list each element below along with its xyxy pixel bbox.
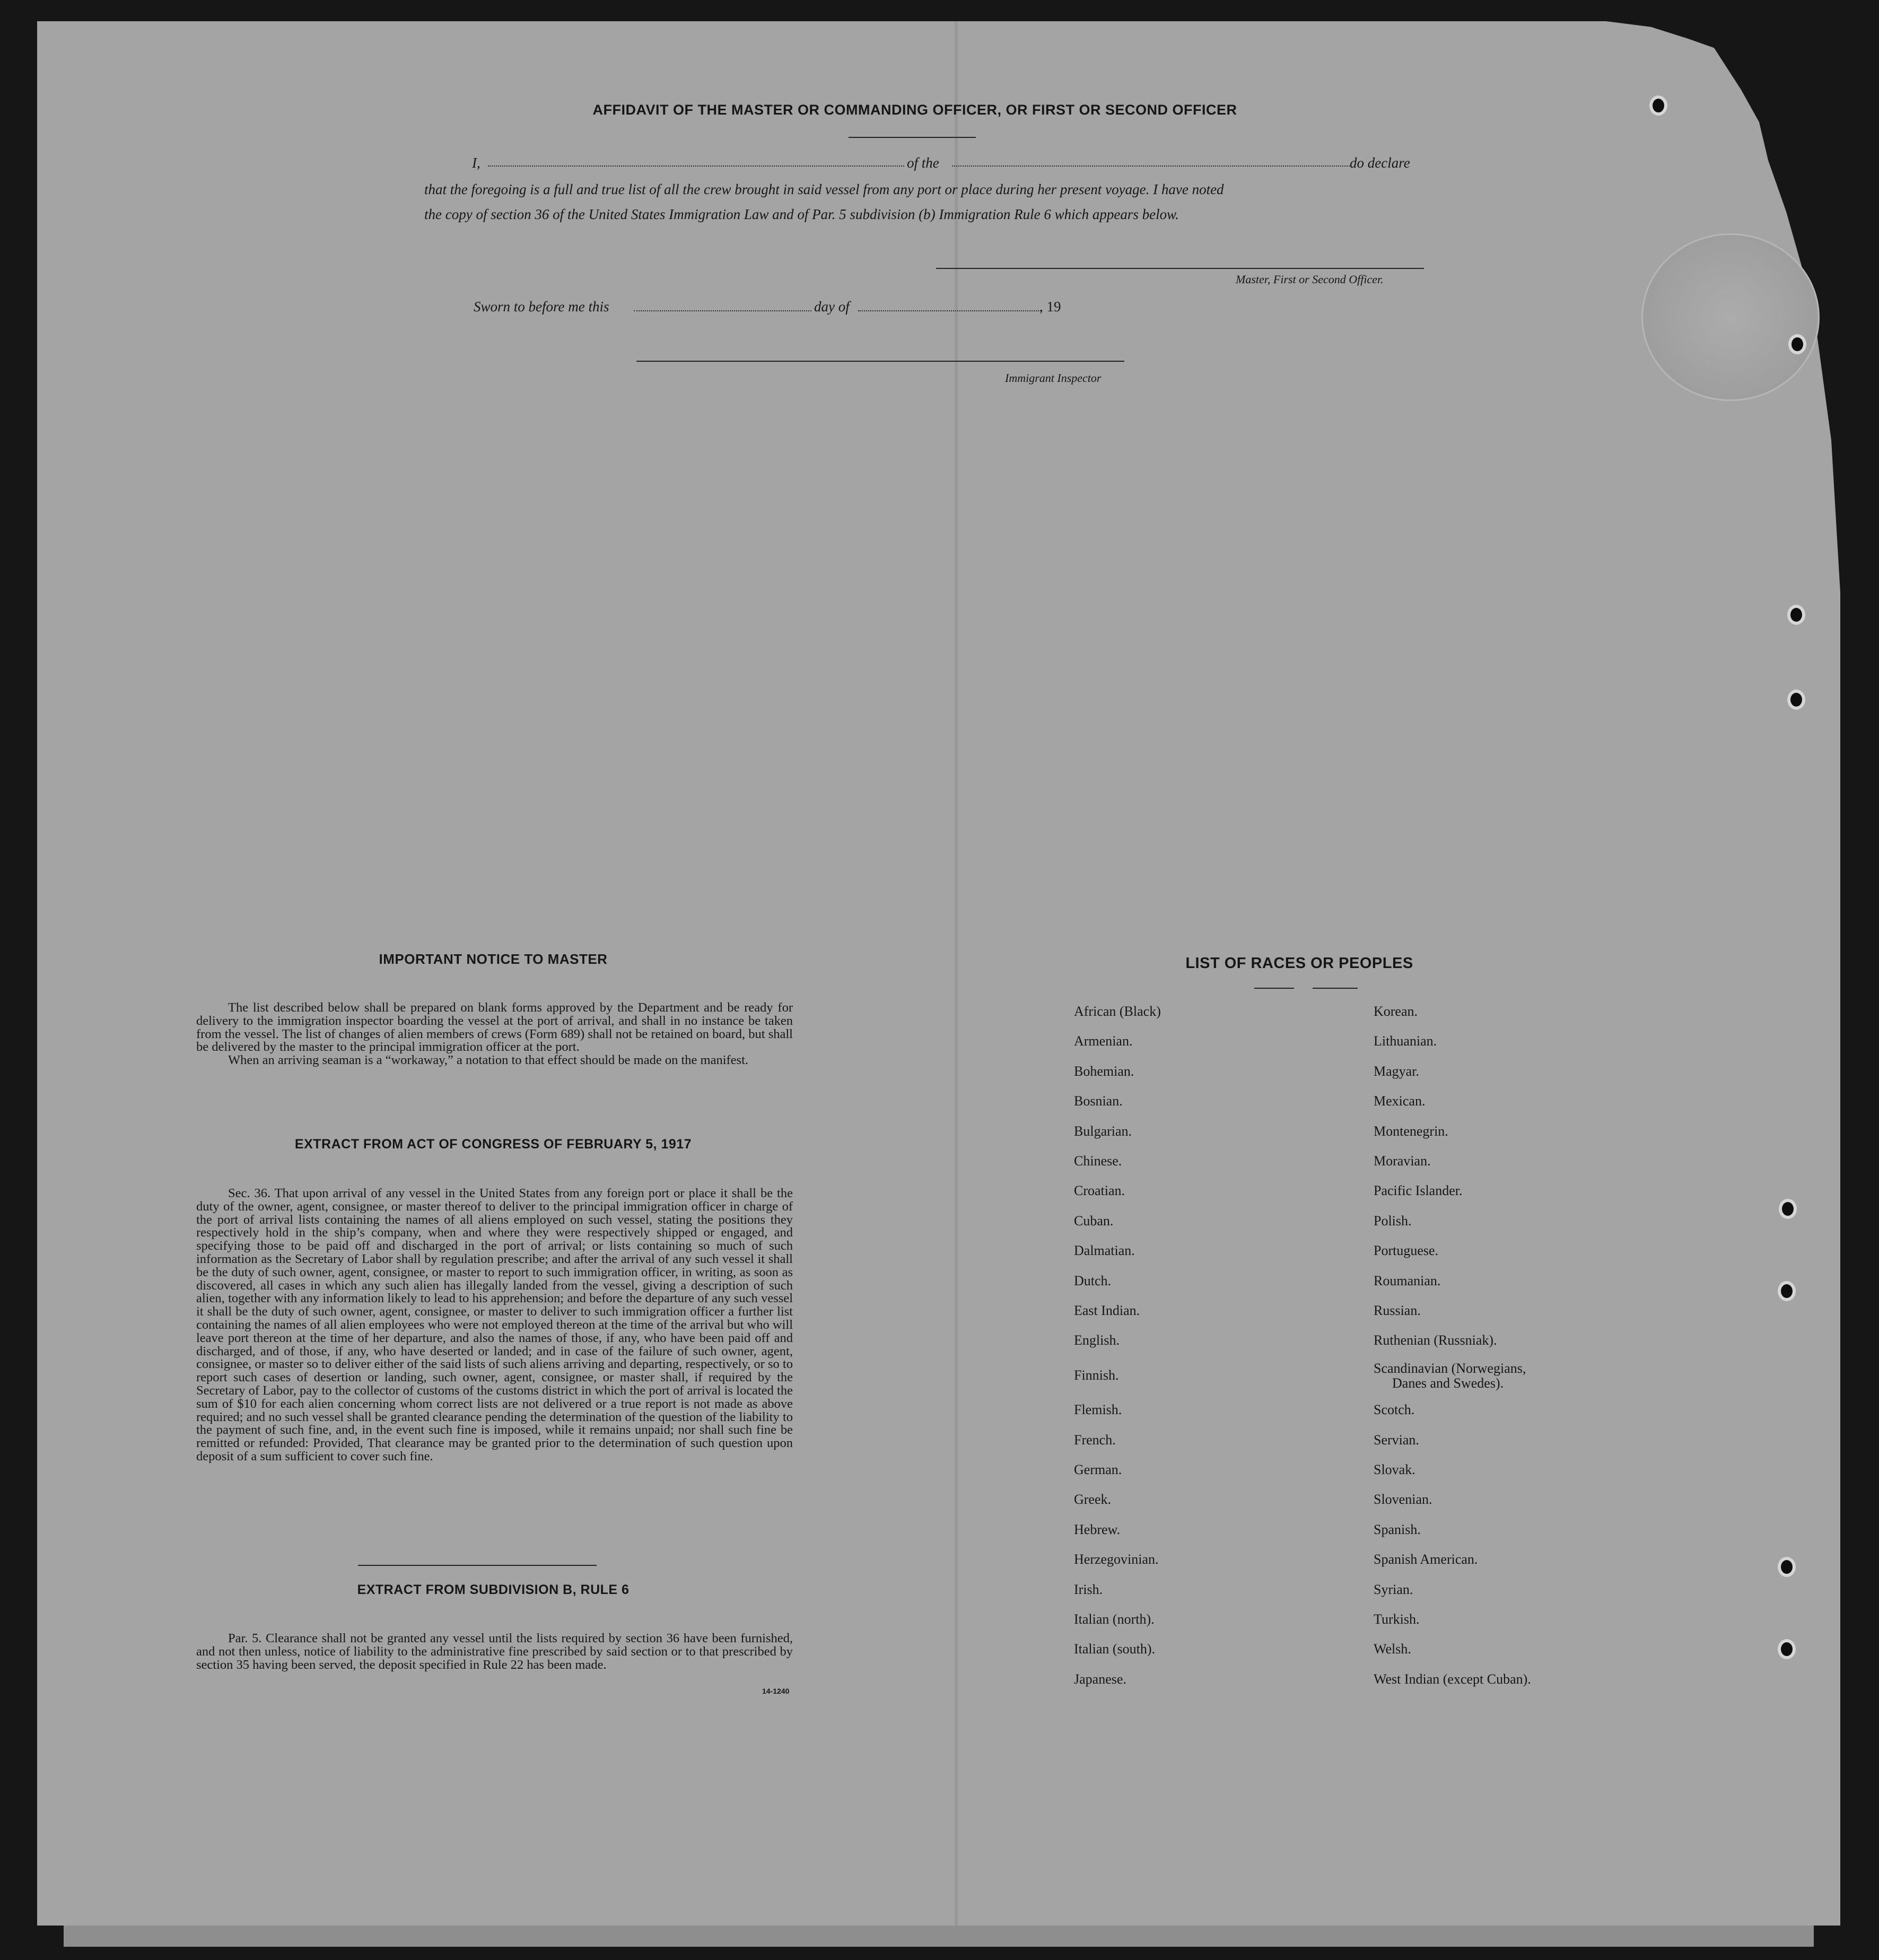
race-item: Portuguese. (1374, 1243, 1439, 1259)
race-item-continued: Danes and Swedes). (1392, 1375, 1504, 1391)
race-item: Bosnian. (1074, 1093, 1123, 1109)
extract-act-text (196, 1187, 793, 1464)
race-item: Italian (south). (1074, 1641, 1156, 1657)
sworn-day-field[interactable] (634, 310, 811, 311)
race-item: Herzegovinian. (1074, 1552, 1159, 1567)
race-item: Servian. (1374, 1432, 1419, 1448)
race-item: Scotch. (1374, 1402, 1415, 1418)
race-item: Scandinavian (Norwegians, (1374, 1360, 1526, 1376)
punch-hole (1649, 95, 1667, 116)
embossed-seal (1641, 233, 1820, 401)
race-item: Korean. (1374, 1004, 1418, 1019)
race-item: Pacific Islander. (1374, 1183, 1463, 1199)
extract-act-title: EXTRACT FROM ACT OF CONGRESS OF FEBRUARY 5, 1917 (294, 1137, 692, 1152)
races-title: LIST OF RACES OR PEOPLES (1185, 955, 1413, 972)
notice-paragraph-1: The list described below shall be prepared on blank forms approved by the Department and be ready for delivery to the immigration inspector boarding the vessel at the port of arrival, and shall in no instance be taken from the vessel. The list of changes of alien members of crews (Form 689) shall not be retained on board, but shall be delivered by the master to the principal immigration officer at the port. (196, 1000, 793, 1055)
sworn-prefix: Sworn to before me this (474, 299, 609, 315)
form-number: 14-1240 (762, 1687, 790, 1695)
race-item: Mexican. (1374, 1093, 1426, 1109)
race-item: Ruthenian (Russniak). (1374, 1332, 1497, 1348)
races-title-rule (1254, 988, 1294, 989)
race-item: Polish. (1374, 1213, 1412, 1229)
par-5-text: Par. 5. Clearance shall not be granted any vessel until the lists required by section 36 have been furnished, and not then unless, notice of liability to the administrative fine prescribed by said section or to that prescribed by section 35 having been served, the deposit specified in Rule 22 has been made. (196, 1631, 793, 1672)
race-item: African (Black) (1074, 1004, 1161, 1019)
race-item: Finnish. (1074, 1367, 1119, 1383)
signature-line[interactable] (936, 268, 1424, 269)
race-item: Hebrew. (1074, 1521, 1121, 1537)
race-item: Slovenian. (1374, 1492, 1432, 1508)
race-item: Armenian. (1074, 1033, 1133, 1049)
title-rule (849, 137, 976, 138)
race-item: English. (1074, 1332, 1120, 1348)
sworn-year: , 19 (1039, 299, 1061, 315)
declaration-line-3: the copy of section 36 of the United States Immigration Law and of Par. 5 subdivision (b) Immigration Rule 6 which appears below. (424, 206, 1179, 222)
race-item: Montenegrin. (1374, 1123, 1448, 1139)
affidavit-title: AFFIDAVIT OF THE MASTER OR COMMANDING OFFICER, OR FIRST OR SECOND OFFICER (592, 102, 1237, 118)
race-item: French. (1074, 1432, 1116, 1448)
sworn-day-of: day of (814, 299, 850, 315)
race-item: German. (1074, 1462, 1122, 1477)
extract-rule-title: EXTRACT FROM SUBDIVISION B, RULE 6 (357, 1582, 630, 1597)
signature-label: Master, First or Second Officer. (1236, 273, 1384, 286)
race-item: East Indian. (1074, 1303, 1140, 1318)
race-item: Italian (north). (1074, 1611, 1155, 1627)
race-item: Flemish. (1074, 1402, 1122, 1418)
race-item: Turkish. (1374, 1611, 1420, 1627)
extract-rule-text (196, 1632, 793, 1671)
vessel-field[interactable] (952, 165, 1350, 167)
section-36-text: Sec. 36. That upon arrival of any vessel in the United States from any foreign port or place it shall be the duty of the owner, agent, consignee, or master thereof to deliver to the principal immigration officer in charge of the port of arrival lists containing the names of all aliens employed on such vessel, stating the positions they respectively hold in the ship’s company, when and where they were respectively shipped or engaged, and specifying those to be paid off and discharged in the port of arrival; or lists containing so much of such information as the Secretary of Labor shall by regulation prescribe; and after the arrival of any such vessel it shall be the duty of such owner, agent, consignee, or master to report to such immigration officer, in writing, as soon as discovered, all cases in which any such alien has illegally landed from the vessel, giving a description of such alien, together with any information likely to lead to his apprehension; and before the departure of any such vessel it shall be the duty of such owner, agent, consignee, or master to deliver to such immigration officer a further list containing the names of all alien employees who were not employed thereon at the time of the arrival but who will leave port thereon at the time of her departure, and also the names of those, if any, who have been paid off and discharged, and of those, if any, who have deserted or landed; and in case of the failure of such owner, agent, consignee, or master so to deliver either of the said lists of such aliens arriving and departing, respectively, or so to report such cases of desertion or landing, such owner, agent, consignee, or master shall, if required by the Secretary of Labor, pay to the collector of customs of the customs district in which the port of arrival is located the sum of $10 for each alien concerning whom correct lists are not delivered or a true report is not made as above required; and no such vessel shall be granted clearance pending the determination of the question of the liability to the payment of such fine, and, in the event such fine is imposed, while it remains unpaid; nor shall such fine be remitted or refunded: Provided, That clearance may be granted prior to the determination of such question upon deposit of a sum sufficient to cover such fine. (196, 1186, 793, 1464)
sworn-month-field[interactable] (858, 310, 1041, 311)
declaration-of-the: of the (907, 155, 939, 171)
declaration-line-2: that the foregoing is a full and true list of all the crew brought in said vessel from any port or place during her present voyage. I have noted (424, 181, 1224, 197)
race-item: Russian. (1374, 1303, 1421, 1318)
name-field[interactable] (488, 165, 904, 167)
race-item: Chinese. (1074, 1153, 1122, 1169)
race-item: Croatian. (1074, 1183, 1125, 1199)
race-item: Magyar. (1374, 1063, 1419, 1079)
punch-hole (1778, 1639, 1796, 1659)
punch-hole (1778, 1557, 1796, 1577)
punch-hole (1788, 334, 1806, 354)
declaration-do-declare: do declare (1350, 155, 1410, 171)
race-item: Moravian. (1374, 1153, 1431, 1169)
notice-paragraph-2: When an arriving seaman is a “workaway,” a notation to that effect should be made on the manifest. (228, 1053, 749, 1068)
notice-text (196, 1001, 793, 1067)
race-item: Japanese. (1074, 1671, 1126, 1687)
race-item: Irish. (1074, 1581, 1103, 1597)
race-item: Slovak. (1374, 1462, 1415, 1477)
race-item: Welsh. (1374, 1641, 1411, 1657)
race-item: Lithuanian. (1374, 1033, 1437, 1049)
race-item: Greek. (1074, 1492, 1112, 1508)
punch-hole (1779, 1199, 1797, 1219)
race-item: Cuban. (1074, 1213, 1114, 1229)
race-item: Syrian. (1374, 1581, 1413, 1597)
page-fold (955, 21, 958, 1926)
punch-hole (1787, 605, 1805, 625)
declaration-i: I, (472, 155, 480, 171)
race-item: Spanish. (1374, 1521, 1421, 1537)
punch-hole (1778, 1281, 1796, 1301)
race-item: Dutch. (1074, 1273, 1112, 1288)
notice-title: IMPORTANT NOTICE TO MASTER (379, 951, 608, 967)
race-item: Roumanian. (1374, 1273, 1441, 1288)
race-item: Bohemian. (1074, 1063, 1134, 1079)
section-divider (358, 1565, 597, 1566)
race-item: West Indian (except Cuban). (1374, 1671, 1531, 1687)
race-item: Bulgarian. (1074, 1123, 1132, 1139)
inspector-label: Immigrant Inspector (1005, 371, 1102, 385)
race-item: Spanish American. (1374, 1552, 1478, 1567)
punch-hole (1787, 690, 1805, 710)
races-title-rule (1313, 988, 1358, 989)
inspector-signature-line[interactable] (636, 361, 1124, 362)
race-item: Dalmatian. (1074, 1243, 1135, 1259)
